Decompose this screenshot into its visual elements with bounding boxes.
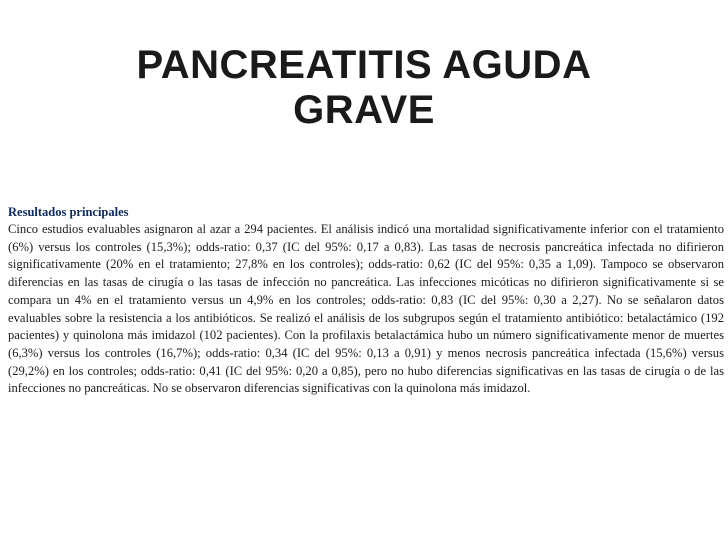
slide-title-line-2: GRAVE — [293, 87, 435, 132]
results-heading: Resultados principales — [8, 205, 129, 219]
results-paragraph: Cinco estudios evaluables asignaron al azar a 294 pacientes. El análisis indicó una mortalidad significativamente inferior con el tratamiento (6%) versus los controles (15,3%); odds-ratio: 0,37 (IC del 95%: 0,17 a 0,83). Las tasas de necrosis pancreática infectada no difirieron significativamente (20% en el tratamiento; 27,8% en los controles); odds-ratio: 0,62 (IC del 95%: 0,35 a 1,09). Tampoco se observaron diferencias en las tasas de cirugía o las tasas de infección no pancreática. Las infecciones micóticas no difirieron significativamente si se compara un 4% en el tratamiento versus un 4,9% en los controles; odds-ratio: 0,83 (IC del 95%: 0,30 a 2,27). No se señalaron datos evaluables sobre la resistencia a los antibióticos. Se realizó el análisis de los subgrupos según el tratamiento antibiótico: betalactámico (192 pacientes) y quinolona más imidazol (102 pacientes). Con la profilaxis betalactámica hubo un número significativamente menor de muertes (6,3%) versus los controles (16,7%); odds-ratio: 0,34 (IC del 95%: 0,13 a 0,91) y menos necrosis pancreática infectada (15,6%) versus (29,2%) en los controles; odds-ratio: 0,41 (IC del 95%: 0,20 a 0,85), pero no hubo diferencias significativas en las tasas de cirugía o de las infecciones no pancreáticas. No se observaron diferencias significativas con la quinolona más imidazol. — [8, 222, 724, 396]
results-excerpt — [8, 204, 724, 398]
slide-title-line-1: PANCREATITIS AGUDA — [136, 42, 592, 87]
slide-title — [60, 43, 668, 133]
